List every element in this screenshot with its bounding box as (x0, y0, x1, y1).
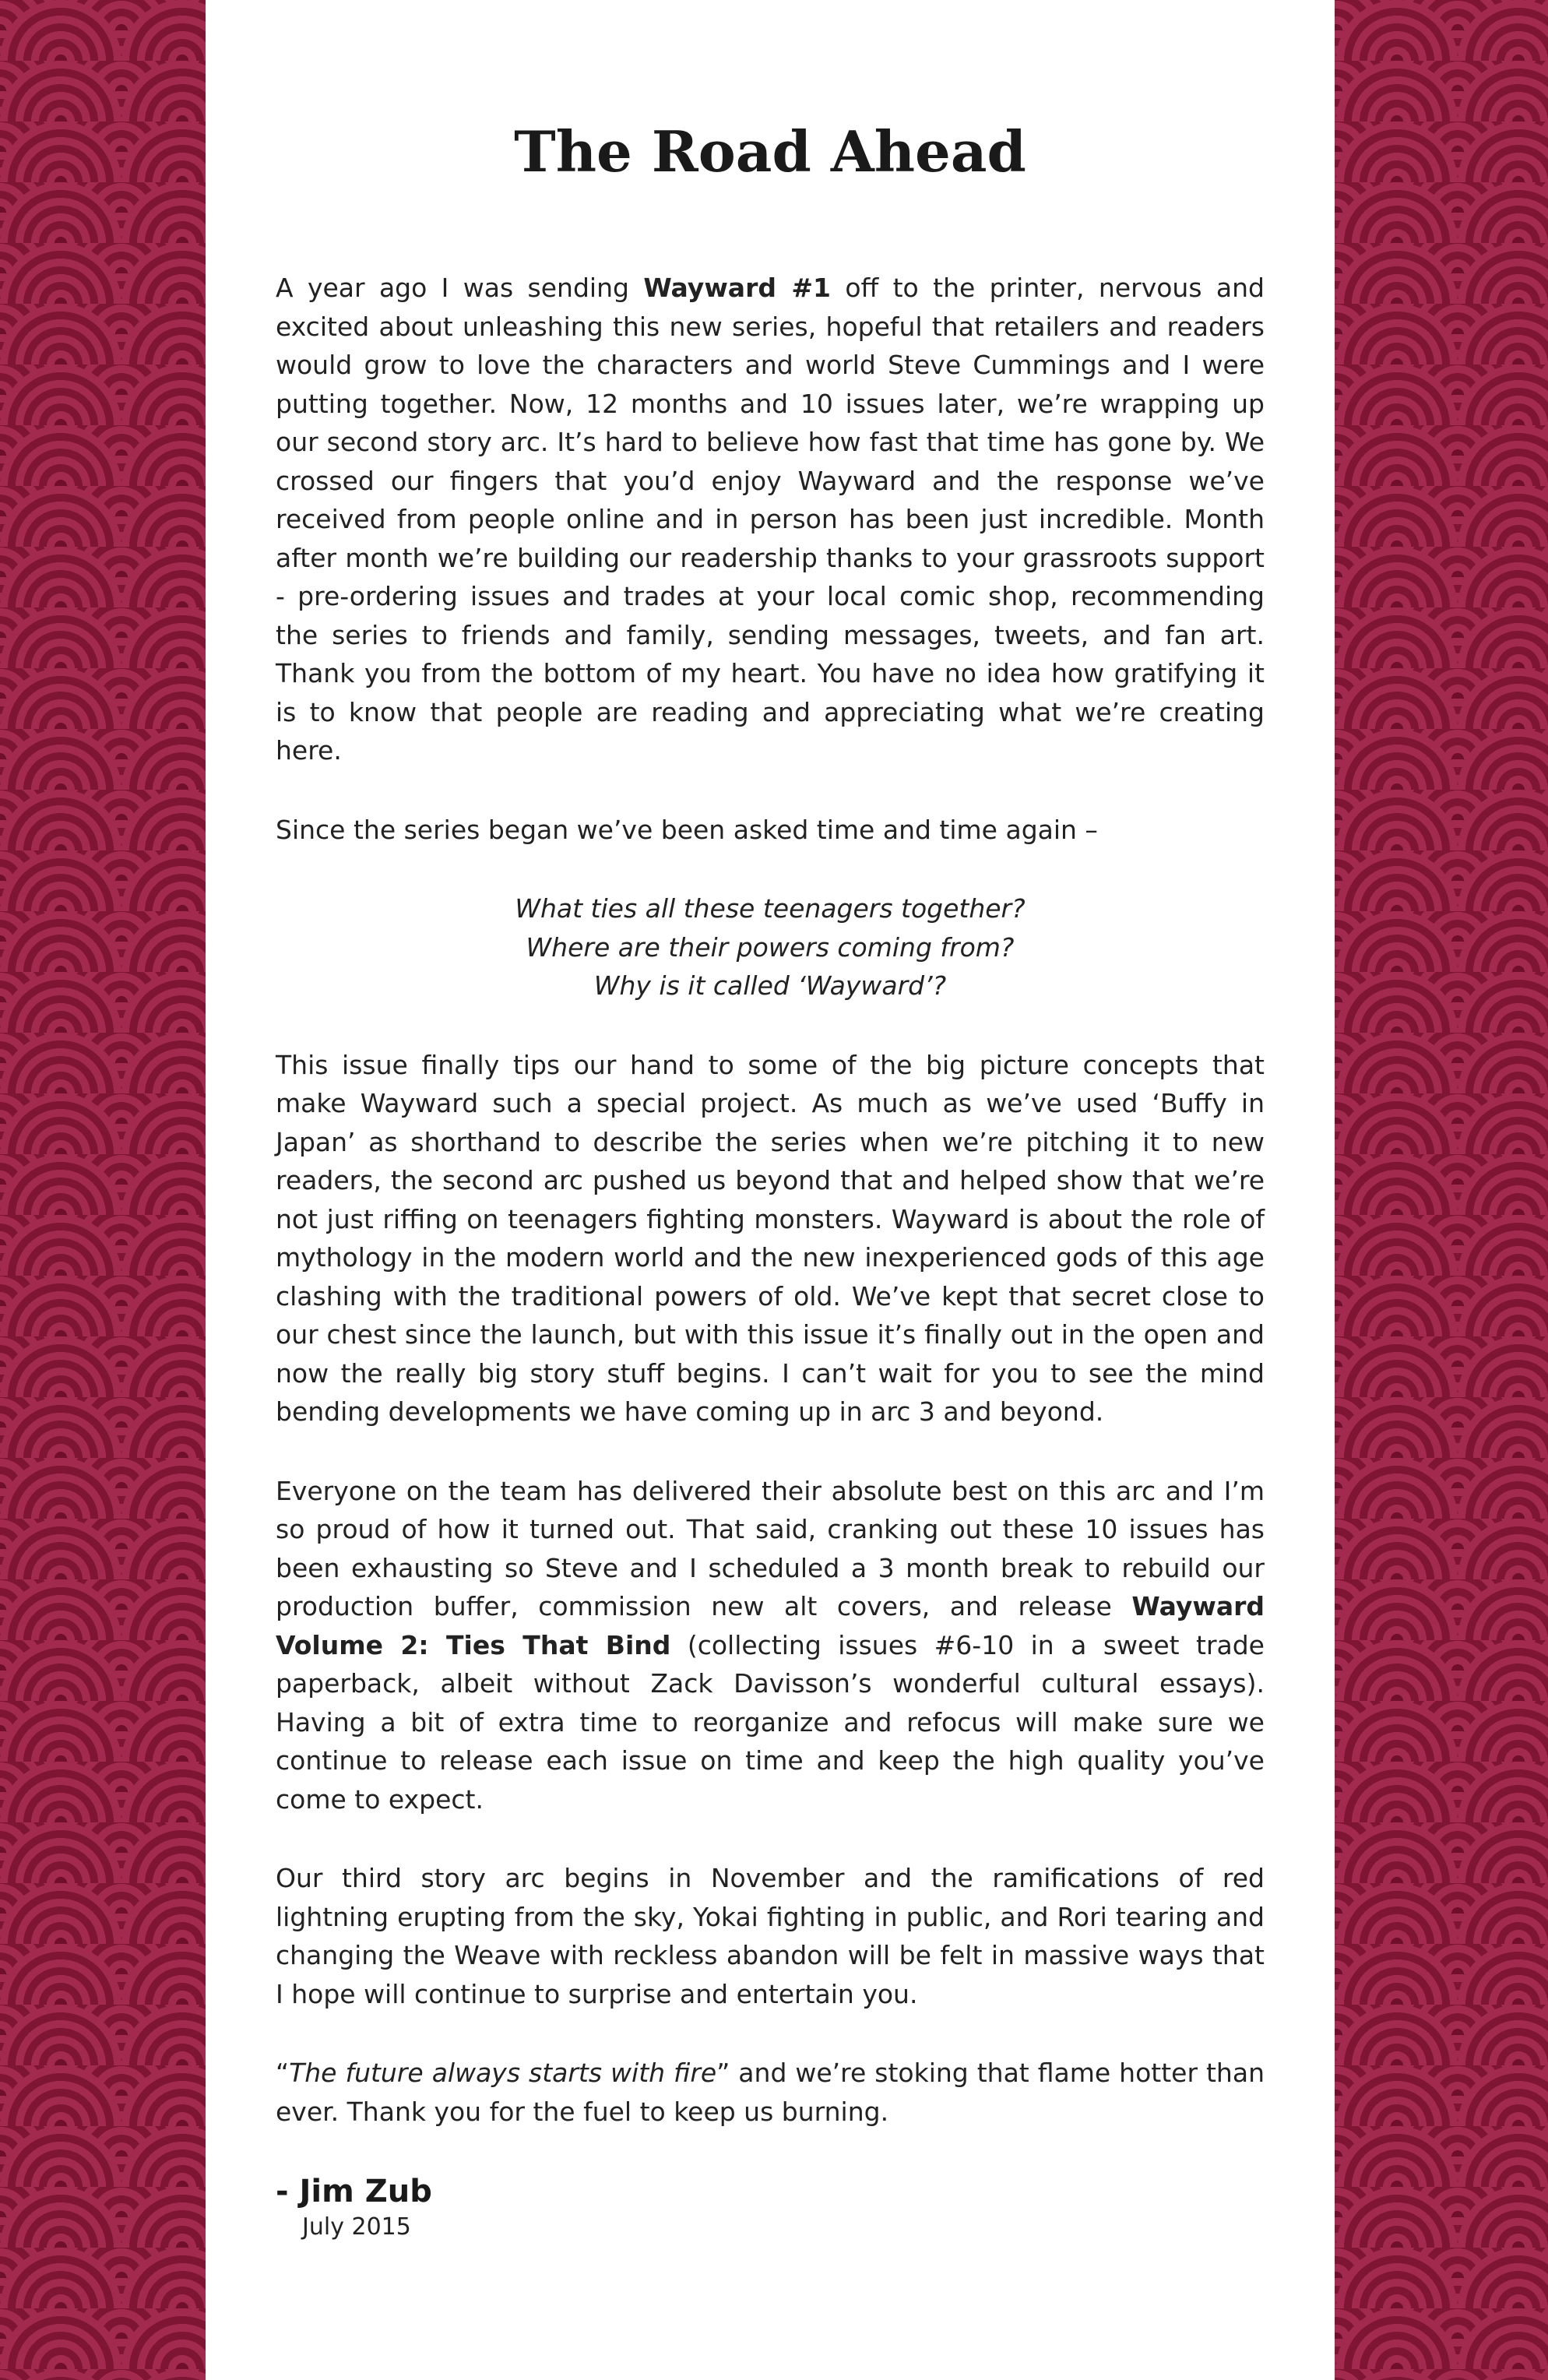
decorative-border-right (1335, 0, 1548, 2380)
paragraph-third-arc: Our third story arc begins in November and the ramifications of red lightning erupting from the sky, Yokai fighting in public, and Rori tearing and changing the Weave with reckless abandon will be felt in massive ways that I hope will continue to surprise and entertain you. (276, 1863, 1265, 2009)
paragraph-break-start: Everyone on the team has delivered their absolute best on this arc and I’m so proud of how it turned out. That said, cranking out these 10 issues has been exhausting so Steve and I scheduled a 3 month break to rebuild our production buffer, commission new alt covers, and release (276, 1475, 1265, 1621)
letter-content (276, 117, 1265, 2243)
paragraph-intro-rest: off to the printer, nervous and excited about unleashing this new series, hopeful that retailers and readers would grow to love the characters and world Steve Cummings and I were putting together. Now, 12 months and 10 issues later, we’re wrapping up our second story arc. It’s hard to believe how fast that time has gone by. We crossed our fingers that you’d enjoy Wayward and the response we’ve received from people online and in person has been just incredible. Month after month we’re building our readership thanks to your grassroots support - pre-ordering issues and trades at your local comic shop, recommending the series to friends and family, sending messages, tweets, and fan art. Thank you from the bottom of my heart. You have no idea how gratifying it is to know that people are reading and appreciating what we’re creating here. (276, 273, 1265, 766)
question-item: What ties all these teenagers together? (515, 893, 1026, 924)
wayward-issue-title: Wayward #1 (643, 273, 831, 303)
paragraph-closing (276, 2054, 1265, 2131)
page-title: The Road Ahead (514, 118, 1026, 185)
questions-block (276, 889, 1265, 1005)
signature-date: July 2015 (302, 2213, 411, 2241)
letter-page (206, 0, 1335, 2380)
volume-title: Wayward Volume 2: Ties That Bind (276, 1591, 1265, 1660)
closing-rest: ” and we’re stoking that flame hotter than ever. Thank you for the fuel to keep us burning. (276, 2058, 1265, 2127)
paragraph-questions-lead: Since the series began we’ve been asked time and time again – (276, 814, 1098, 845)
paragraph-intro-start: A year ago I was sending (276, 273, 644, 303)
question-item: Where are their powers coming from? (526, 931, 1015, 963)
question-item: Why is it called ‘Wayward’? (593, 970, 947, 1001)
paragraph-break (276, 1472, 1265, 1819)
paragraph-intro (276, 269, 1265, 770)
paragraph-break-rest: (collecting issues #6-10 in a sweet trade paperback, albeit without Zack Davisson’s wonderful cultural essays). Having a bit of extra time to reorganize and refocus will make sure we continue to release each issue on time and keep the high quality you’ve come to expect. (276, 1629, 1265, 1815)
closing-quote-text: The future always starts with fire (289, 2058, 717, 2088)
closing-open-quote: “ (276, 2058, 290, 2088)
decorative-border-left (0, 0, 206, 2380)
signature-name: - Jim Zub (276, 2174, 432, 2209)
paragraph-concepts: This issue finally tips our hand to some of the big picture concepts that make Wayward such a special project. As much as we’ve used ‘Buffy in Japan’ as shorthand to describe the series when we’re pitching it to new readers, the second arc pushed us beyond that and helped show that we’re not just riffing on teenagers fighting monsters. Wayward is about the role of mythology in the modern world and the new inexperienced gods of this age clashing with the traditional powers of old. We’ve kept that secret close to our chest since the launch, but with this issue it’s finally out in the open and now the really big story stuff begins. I can’t wait for you to see the mind bending developments we have coming up in arc 3 and beyond. (276, 1049, 1265, 1427)
